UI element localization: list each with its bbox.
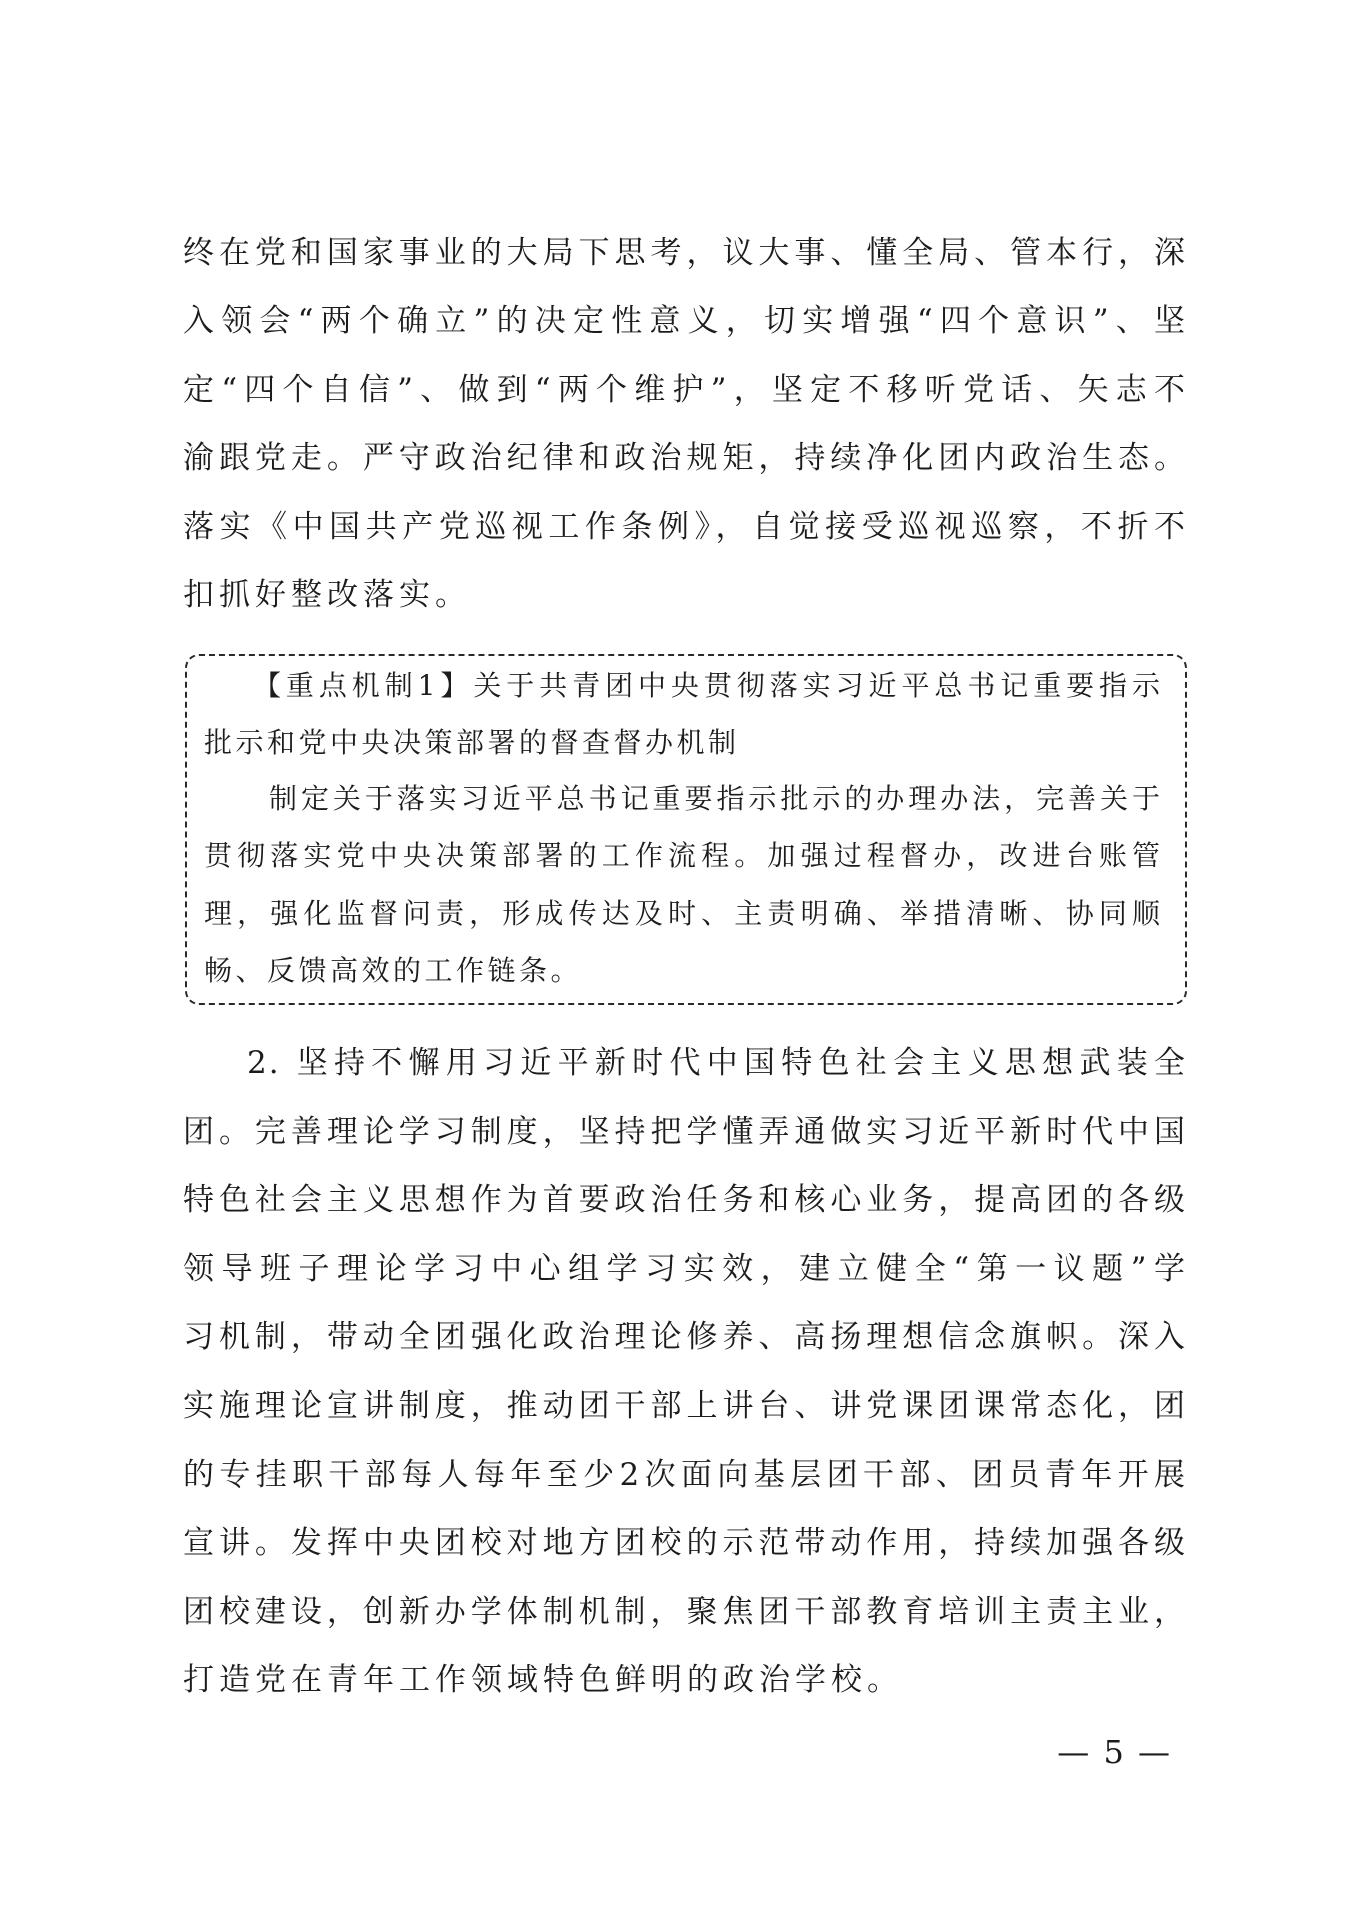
paragraph-line: 入领会“两个确立”的决定性意义，切实增强“四个意识”、坚 xyxy=(183,303,1187,339)
box-body-line: 贯彻落实党中央决策部署的工作流程。加强过程督办，改进台账管 xyxy=(204,839,1161,872)
box-body-line: 理，强化监督问责，形成传达及时、主责明确、举措清晰、协同顺 xyxy=(204,897,1161,930)
box-title-line: 批示和党中央决策部署的督查督办机制 xyxy=(204,726,740,759)
paragraph-line: 习机制，带动全团强化政治理论修养、高扬理想信念旗帜。深入 xyxy=(183,1319,1187,1355)
paragraph-line: 团校建设，创新办学体制机制，聚焦团干部教育培训主责主业， xyxy=(183,1594,1187,1630)
paragraph-line: 渝跟党走。严守政治纪律和政治规矩，持续净化团内政治生态。 xyxy=(183,440,1187,476)
box-body-line: 制定关于落实习近平总书记重要指示批示的办理办法，完善关于 xyxy=(269,782,1161,815)
paragraph-line: 宣讲。发挥中央团校对地方团校的示范带动作用，持续加强各级 xyxy=(183,1525,1187,1561)
paragraph-line: 定“四个自信”、做到“两个维护”，坚定不移听党话、矢志不 xyxy=(183,372,1187,408)
paragraph-line: 扣抓好整改落实。 xyxy=(183,577,471,613)
paragraph-line: 领导班子理论学习中心组学习实效，建立健全“第一议题”学 xyxy=(183,1251,1187,1287)
page-number: — 5 — xyxy=(1057,1733,1172,1771)
paragraph-line: 终在党和国家事业的大局下思考，议大事、懂全局、管本行，深 xyxy=(183,235,1187,271)
paragraph-line: 打造党在青年工作领域特色鲜明的政治学校。 xyxy=(183,1662,903,1698)
paragraph-line: 落实《中国共产党巡视工作条例》，自觉接受巡视巡察，不折不 xyxy=(183,509,1187,545)
paragraph-line: 实施理论宣讲制度，推动团干部上讲台、讲党课团课常态化，团 xyxy=(183,1388,1187,1424)
box-body-line: 畅、反馈高效的工作链条。 xyxy=(204,954,583,987)
paragraph-line: 2. 坚持不懈用习近平新时代中国特色社会主义思想武装全 xyxy=(247,1045,1187,1081)
paragraph-line: 团。完善理论学习制度，坚持把学懂弄通做实习近平新时代中国 xyxy=(183,1114,1187,1150)
paragraph-line: 特色社会主义思想作为首要政治任务和核心业务，提高团的各级 xyxy=(183,1182,1187,1218)
paragraph-line: 的专挂职干部每人每年至少2次面向基层团干部、团员青年开展 xyxy=(183,1457,1187,1493)
box-title-line: 【重点机制1】关于共青团中央贯彻落实习近平总书记重要指示 xyxy=(253,669,1161,702)
